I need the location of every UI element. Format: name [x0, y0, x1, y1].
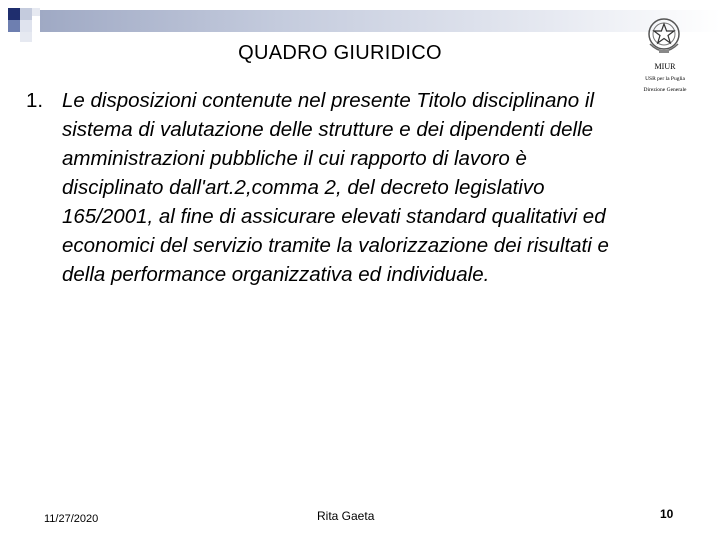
corner-square-pale-2 [32, 8, 40, 16]
footer-date: 11/27/2020 [44, 513, 99, 525]
page-number: 10 [660, 507, 674, 521]
numbered-list [26, 86, 616, 289]
org-name: MIUR [654, 62, 676, 71]
org-office: USR per la Puglia [645, 76, 685, 82]
corner-square-pale [20, 20, 32, 32]
list-item-number: 1. [26, 89, 44, 112]
corner-square-mid [8, 20, 20, 32]
list-item-text: Le disposizioni contenute nel presente Titolo disciplinano il sistema di valutazione delle strutture e dei dipendenti delle amministrazioni pubbliche il cui rapporto di lavoro è disciplinato dall'art.2,comma 2, del decreto legislativo 165/2001, al fine di assicurare elevati standard qualitativi ed economici del servizio tramite la valorizzazione dei risultati e della performance organizzativa ed individuale. [62, 89, 609, 286]
list-item [26, 86, 616, 289]
corner-square-light [20, 8, 32, 20]
header-band [40, 10, 720, 32]
footer-author: Rita Gaeta [317, 509, 375, 523]
slide-title: QUADRO GIURIDICO [238, 42, 442, 64]
corner-square-pale-3 [20, 32, 32, 42]
italian-republic-emblem-icon [644, 14, 684, 58]
corner-square-dark [8, 8, 20, 20]
org-department: Direzione Generale [643, 87, 687, 93]
